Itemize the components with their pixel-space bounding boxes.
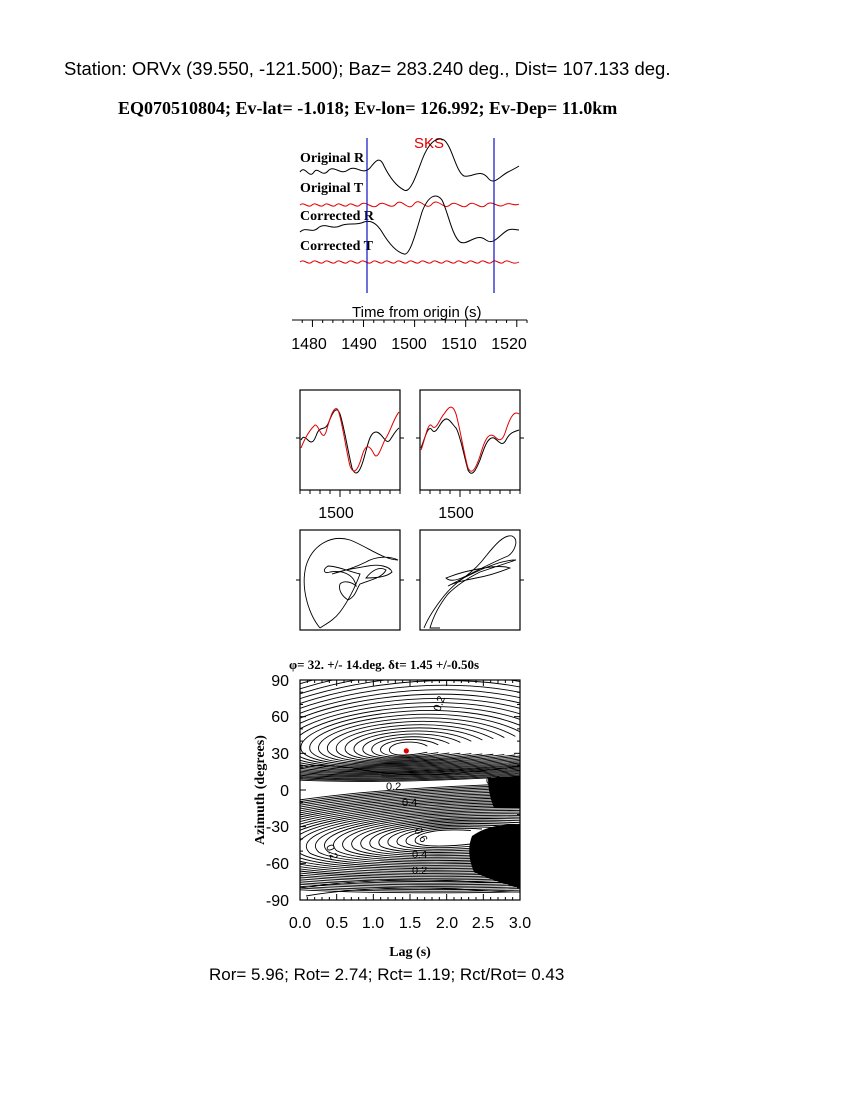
particle-motion-left-path [304, 538, 398, 628]
waveform-right-tick-label: 1500 [438, 505, 474, 522]
waveform-right-red [421, 407, 519, 471]
x-tick-label-0-0: 0.0 [288, 915, 312, 932]
contour-label: 0.4 [500, 788, 516, 800]
time-tick-label-1510: 1510 [441, 336, 477, 353]
trace-original-t [300, 202, 519, 207]
particle-motion-right-path [424, 536, 516, 628]
contour-label: 0.4 [412, 849, 428, 861]
x-tick-label-0-5: 0.5 [325, 915, 349, 932]
contour-field [152, 639, 795, 896]
energy-grid-panel [152, 639, 795, 960]
waveform-left-tick-label: 1500 [318, 505, 354, 522]
trace-label-corrected-r: Corrected R [300, 209, 374, 224]
time-axis-label: Time from origin (s) [352, 304, 482, 321]
contour-label: 0.6 [500, 797, 516, 809]
energy-grid-ylabel: Azimuth (degrees) [253, 735, 268, 845]
y-tick-label-30: 30 [271, 746, 289, 763]
contour-label: 0.2 [386, 781, 402, 793]
y-tick-label-60: 60 [271, 709, 289, 726]
x-tick-label-1-0: 1.0 [361, 915, 385, 932]
trace-label-corrected-t: Corrected T [300, 239, 373, 254]
contour-label: 0.2 [323, 842, 340, 862]
y-tick-label-minus90: -90 [265, 893, 289, 910]
particle-motion-panel-left [296, 530, 404, 630]
station-line: Station: ORVx (39.550, -121.500); Baz= 283.240 deg., Dist= 107.133 deg. [64, 58, 671, 79]
contour-label: 0.2 [486, 775, 502, 787]
trace-label-original-t: Original T [300, 181, 364, 196]
waveform-axis-ticks [300, 490, 520, 497]
y-tick-label-90: 90 [271, 673, 289, 690]
x-tick-label-3-0: 3.0 [508, 915, 532, 932]
x-tick-label-2-0: 2.0 [435, 915, 459, 932]
x-tick-label-2-5: 2.5 [471, 915, 495, 932]
y-tick-label-0: 0 [280, 783, 289, 800]
contour-label: 0.2 [431, 694, 449, 714]
time-tick-label-1480: 1480 [291, 336, 327, 353]
waveform-left-red [301, 409, 399, 471]
time-tick-label-1520: 1520 [491, 336, 527, 353]
event-line: EQ070510804; Ev-lat= -1.018; Ev-lon= 126.992; Ev-Dep= 11.0km [118, 98, 618, 118]
energy-grid-xlabel: Lag (s) [389, 945, 431, 960]
seismogram-panel [291, 135, 527, 353]
contour-label: 0.2 [412, 865, 428, 877]
best-fit-marker [404, 748, 409, 753]
time-tick-label-1500: 1500 [391, 336, 427, 353]
trace-corrected-t [300, 261, 519, 263]
y-tick-label-minus30: -30 [265, 819, 289, 836]
trace-label-original-r: Original R [300, 151, 365, 166]
ratio-line: Ror= 5.96; Rot= 2.74; Rct= 1.19; Rct/Rot= 0.43 [209, 965, 565, 984]
time-axis-ticks [302, 320, 527, 327]
phase-label: SKS [414, 135, 445, 152]
y-tick-label-minus60: -60 [265, 856, 289, 873]
waveform-panel-right [416, 390, 524, 490]
contour-label: 0.6 [411, 825, 430, 845]
time-tick-label-1490: 1490 [341, 336, 377, 353]
x-tick-label-1-5: 1.5 [398, 915, 422, 932]
energy-grid-title: φ= 32. +/- 14.deg. δt= 1.45 +/-0.50s [289, 657, 480, 672]
waveform-panel-left [296, 390, 404, 490]
contour-line [389, 742, 427, 755]
contour-line [354, 731, 471, 759]
contour-label: 0.4 [402, 797, 418, 809]
particle-motion-panel-right [416, 530, 524, 630]
